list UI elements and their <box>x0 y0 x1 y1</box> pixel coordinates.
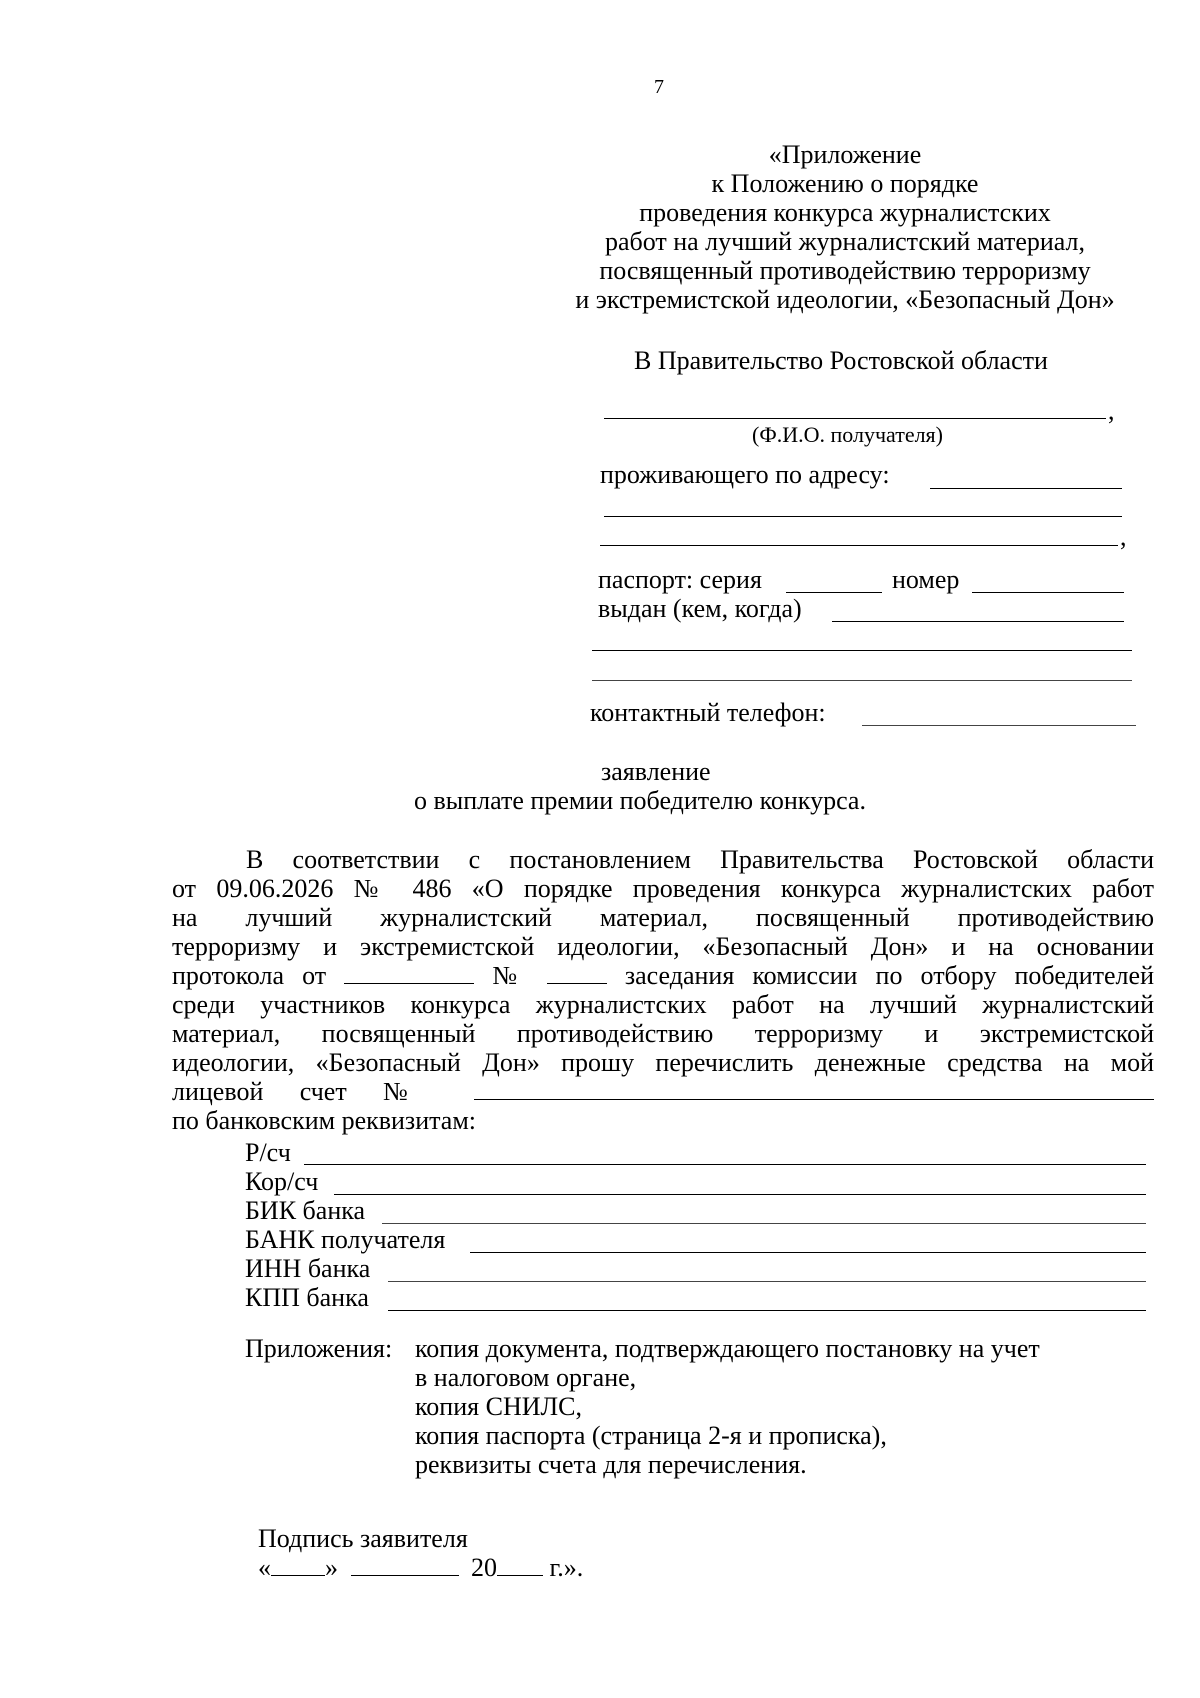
attachment-item: копия СНИЛС, <box>415 1392 582 1421</box>
recipient-name-field[interactable] <box>604 418 1106 419</box>
address-field-2[interactable] <box>604 516 1122 517</box>
issued-field-3[interactable] <box>592 680 1132 681</box>
bank-field-bank-name[interactable] <box>470 1252 1146 1253</box>
address-field-3[interactable] <box>600 545 1118 546</box>
page-number: 7 <box>654 76 664 98</box>
body-line: среди участников конкурса журналистских работ на лучший журналистский <box>172 990 1154 1019</box>
passport-series-label: паспорт: серия <box>598 565 762 594</box>
date-month-field[interactable] <box>351 1553 459 1576</box>
body-line-account <box>172 1077 1154 1106</box>
issued-field-2[interactable] <box>592 650 1132 651</box>
statement-subtitle: о выплате премии победителю конкурса. <box>414 786 866 815</box>
address-label: проживающего по адресу: <box>600 460 890 489</box>
body-line-protocol <box>172 961 1154 990</box>
body-line: идеологии, «Безопасный Дон» прошу перечислить денежные средства на мой <box>172 1048 1154 1077</box>
passport-number-label: номер <box>892 565 960 594</box>
phone-label: контактный телефон: <box>590 698 826 727</box>
statement-body <box>172 845 1154 1135</box>
body-line: терроризму и экстремистской идеологии, «Безопасный Дон» и на основании <box>172 932 1154 961</box>
phone-field[interactable] <box>862 725 1136 726</box>
account-label-3: № <box>383 1077 438 1106</box>
date-open-quote: « <box>258 1553 271 1582</box>
protocol-number-field[interactable] <box>547 961 607 984</box>
account-label-2: счет <box>299 1077 347 1106</box>
bank-field-rs[interactable] <box>304 1164 1146 1165</box>
protocol-meeting-text: заседания комиссии по отбору победителей <box>624 961 1154 990</box>
appendix-header <box>560 140 1130 314</box>
address-field-1[interactable] <box>930 488 1122 489</box>
addressee: В Правительство Ростовской области <box>634 346 1048 375</box>
appendix-header-line: проведения конкурса журналистских <box>639 198 1051 227</box>
bank-field-label: БАНК получателя <box>245 1225 446 1254</box>
bank-field-label: ИНН банка <box>245 1254 371 1283</box>
statement-title: заявление <box>601 757 711 786</box>
attachments-label: Приложения: <box>245 1334 393 1363</box>
account-number-field[interactable] <box>474 1077 1154 1100</box>
date-year-suffix: г.». <box>549 1553 584 1582</box>
passport-series-field[interactable] <box>786 592 882 593</box>
bank-field-label: КПП банка <box>245 1283 369 1312</box>
protocol-from-label: протокола от <box>172 961 327 990</box>
appendix-header-line: и экстремистской идеологии, «Безопасный Дон» <box>575 285 1115 314</box>
bank-field-label: Кор/сч <box>245 1167 319 1196</box>
body-line: от 09.06.2026 № 486 «О порядке проведения конкурса журналистских работ <box>172 874 1154 903</box>
attachment-item: копия документа, подтверждающего постановку на учет <box>415 1334 1040 1363</box>
appendix-header-line: «Приложение <box>768 140 922 169</box>
recipient-comma: , <box>1108 396 1115 425</box>
bank-field-label: Р/сч <box>245 1138 291 1167</box>
attachment-item: копия паспорта (страница 2-я и прописка), <box>415 1421 887 1450</box>
bank-field-bik[interactable] <box>382 1223 1146 1224</box>
bank-field-label: БИК банка <box>245 1196 366 1225</box>
attachment-item: реквизиты счета для перечисления. <box>415 1450 807 1479</box>
issued-label: выдан (кем, когда) <box>598 594 802 623</box>
address-comma: , <box>1120 522 1127 551</box>
date-year-prefix: 20 <box>471 1553 497 1582</box>
protocol-date-field[interactable] <box>344 961 474 984</box>
body-line: по банковским реквизитам: <box>172 1106 477 1135</box>
signature-label: Подпись заявителя <box>258 1524 468 1553</box>
bank-field-ks[interactable] <box>334 1194 1146 1195</box>
date-close-quote: » <box>325 1553 338 1582</box>
appendix-header-line: посвященный противодействию терроризму <box>599 256 1091 285</box>
passport-number-field[interactable] <box>972 592 1124 593</box>
date-year-field[interactable] <box>497 1553 543 1576</box>
recipient-caption: (Ф.И.О. получателя) <box>752 422 944 447</box>
date-day-field[interactable] <box>271 1553 325 1576</box>
bank-field-kpp[interactable] <box>388 1310 1146 1311</box>
account-label-1: лицевой <box>172 1077 264 1106</box>
signature-date <box>258 1553 583 1583</box>
appendix-header-line: работ на лучший журналистский материал, <box>604 227 1086 256</box>
body-line: В соответствии с постановлением Правительства Ростовской области <box>246 845 1154 874</box>
attachment-item: в налоговом органе, <box>415 1363 637 1392</box>
protocol-number-label: № <box>492 961 529 990</box>
body-line: на лучший журналистский материал, посвященный противодействию <box>172 903 1154 932</box>
appendix-header-line: к Положению о порядке <box>711 169 979 198</box>
body-line: материал, посвященный противодействию терроризму и экстремистской <box>172 1019 1154 1048</box>
issued-field-1[interactable] <box>832 621 1124 622</box>
bank-field-inn[interactable] <box>388 1281 1146 1282</box>
